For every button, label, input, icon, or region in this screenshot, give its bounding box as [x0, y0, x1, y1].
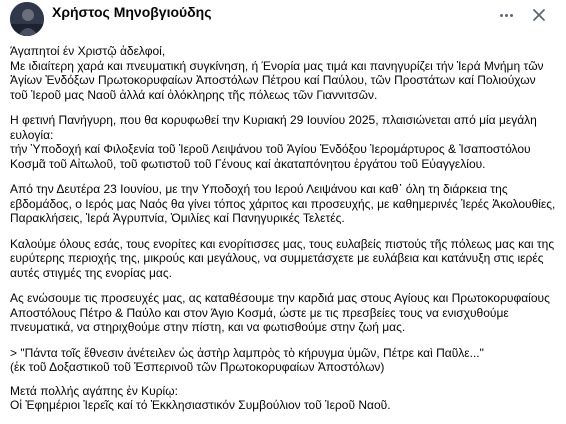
more-options-icon[interactable] [493, 6, 519, 24]
text-line: τήν Ὑποδοχή καί Φιλοξενία τοῦ Ἱεροῦ Λειψάνου τοῦ Ἁγίου Ἐνδόξου Ἱερομάρτυρος & Ἰσαποστόλου [10, 142, 531, 156]
text-line: Κοσμᾶ τοῦ Αἰτωλοῦ, τοῦ φωτιστοῦ τοῦ Γένους καί ἀκαταπόνητου ἐργάτου τοῦ Εὐαγγελίου. [10, 156, 486, 171]
quote-source: (ἐκ τοῦ Δοξαστικοῦ τοῦ Ἑσπερινοῦ τῶν Πρωτοκορυφαίων Ἀποστόλων) [10, 360, 385, 374]
closing-line: Μετά πολλής αγάπης ἐν Κυρίῳ: [10, 383, 178, 398]
quote-line: > "Πάντα τοῖς ἔθνεσιν ἀνέτειλεν ὡς ἀστὴρ λαμπρὸς τὸ κήρυγμα ὑμῶν, Πέτρε καὶ Παῦλε..." [10, 345, 484, 360]
text-line: Η φετινή Πανήγυρη, που θα κορυφωθεί την Κυριακή 29 Ιουνίου 2025, πλαισιώνεται από μία μεγάλη [10, 113, 537, 127]
dot [500, 14, 503, 17]
text-line: Ἁγίων Ἐνδόξων Πρωτοκορυφαίων Ἀποστόλων Πέτρου καί Παύλου, τῶν Προστάτων καί Πολιούχων [10, 73, 536, 87]
paragraph-closing [10, 384, 558, 413]
post-body [10, 44, 558, 424]
quote-block [10, 346, 558, 375]
avatar-image [10, 2, 44, 36]
author-avatar[interactable] [10, 2, 44, 36]
paragraph-schedule [10, 182, 558, 226]
text-line: Καλούμε όλους εσάς, τους ενορίτες και ενορίτισσες μας, τους ευλαβείς πιστούς τῆς πόλεως μας και της [10, 236, 555, 251]
text-line: Με ιδιαίτερη χαρά και πνευματική συγκίνηση, ή Ένορία μας τιμά και πανηγυρίζει τήν Ἱερά Μνήμη τῶν [10, 58, 544, 73]
text-line: ευρύτερης περιοχής της, μικρούς και μεγάλους, να συμμετάσχετε με ευλάβεια και κατάνυξη στις ιερές [10, 251, 544, 265]
dot [510, 14, 513, 17]
paragraph-invitation [10, 237, 558, 281]
text-line: Παρακλήσεις, Ἱερά Ἀγρυπνία, Ὁμιλίες καί Πανηγυρικές Τελετές. [10, 211, 345, 225]
paragraph-greeting [10, 44, 558, 102]
post-header [0, 0, 566, 36]
text-line: Από την Δευτέρα 23 Ιουνίου, με την Υποδοχή του Ιερού Λειψάνου και καθ᾽ όλη τη διάρκεια της [10, 182, 508, 196]
author-name[interactable]: Χρήστος Μηνοβγιούδης [52, 4, 212, 20]
close-icon[interactable] [530, 6, 548, 24]
text-line: εβδομάδος, ο Ιερός μας Ναός θα γίνει τόπος χάριτος και προσευχής, με καθημερινές Ἱερές Ἀκολουθίες, [10, 196, 556, 211]
text-line: τοῦ Ἱεροῦ μας Ναοῦ ἀλλά καί ὁλόκληρης τῆς πόλεως τῶν Γιαννιτσῶν. [10, 87, 378, 102]
text-line: Άγαπητοί έν Χριστῷ ἀδελφοί, [10, 44, 166, 58]
text-line: Αποστόλους Πέτρο & Παύλο και στον Άγιο Κοσμά, ώστε με τις πρεσβείες τους να ενισχυθούμε [10, 305, 509, 320]
paragraph-feast [10, 113, 558, 171]
text-line: αυτές στιγμές της ενορίας μας. [10, 265, 172, 280]
paragraph-prayer [10, 291, 558, 335]
text-line: ευλογία: [10, 127, 54, 142]
text-line: πνευματικά, να στηριχθούμε στην πίστη, και να φωτισθούμε στην ζωή μας. [10, 320, 406, 334]
close-glyph [530, 6, 548, 24]
signature-line: Οἱ Ἐφημέριοι Ἱερεῖς καί τό Ἐκκλησιαστικόν Συμβούλιον τοῦ Ἱεροῦ Ναοῦ. [10, 398, 391, 412]
text-line: Ας ενώσουμε τις προσευχές μας, ας καταθέσουμε την καρδιά μας στους Αγίους και Πρωτοκορυφαίους [10, 291, 550, 305]
dot [505, 14, 508, 17]
